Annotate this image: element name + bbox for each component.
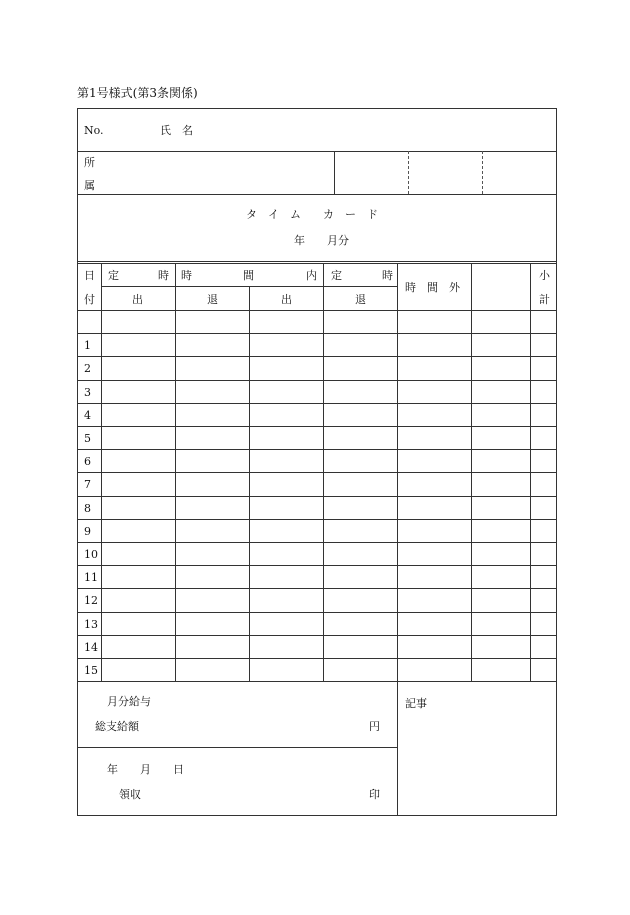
row-number: 14 [84,640,98,654]
header-divider [77,151,557,152]
row-number: 8 [84,501,91,515]
row-number: 7 [84,478,91,492]
col-subtotal-2: 計 [539,293,550,306]
timecard-title: タ イ ム カ ー ド [246,208,378,221]
grid-row-line [77,542,557,543]
col-teiji-a: 定 [108,269,119,282]
grid-header-bottom [77,310,557,311]
sub-out-2: 出 [281,293,292,306]
grid-row-line [77,403,557,404]
no-label: No. [84,124,104,137]
grid-row-line [77,496,557,497]
col-day-1: 日 [84,269,95,282]
row-number: 1 [84,339,91,353]
grid-row-line [77,565,557,566]
col-jikan-1: 時 [181,269,192,282]
grid-row-line [77,635,557,636]
row-number: 11 [84,571,98,585]
grid-col-line [249,286,250,681]
yen-label: 円 [369,720,380,733]
col-subtotal-1: 小 [539,269,550,282]
seal-label: 印 [369,788,380,801]
col-overtime: 時 間 外 [405,281,460,294]
monthly-pay-label: 月分給与 [107,695,151,708]
row-number: 5 [84,432,91,445]
row-number: 9 [84,524,91,538]
col-day-2: 付 [84,293,95,306]
row-number: 10 [84,548,98,561]
grid-header-split [101,286,397,287]
grid-row-line [77,333,557,334]
grid-row-line [77,472,557,473]
grid-row-line [77,380,557,381]
affiliation-label-1: 所 [84,156,95,169]
grid-row-line [77,658,557,659]
row-number: 6 [84,455,91,469]
grid-row-line [77,519,557,520]
footer-notes-divider [397,680,398,816]
receipt-label: 領収 [119,788,141,801]
grid-row-line [77,612,557,613]
grid-row-line [77,426,557,427]
notes-label: 記事 [405,697,427,710]
month-label: 年 月分 [294,234,349,247]
col-teiji-b: 時 [158,269,169,282]
col-teiji2-b: 時 [382,269,393,282]
col-teiji2-a: 定 [331,269,342,282]
affiliation-divider [334,151,335,194]
sub-leave-1: 退 [207,293,218,306]
row-number: 3 [84,385,91,399]
affiliation-label-2: 属 [84,179,95,192]
name-label: 氏 名 [160,124,193,137]
row-number: 12 [84,594,98,608]
row-number: 15 [84,664,98,677]
sub-leave-2: 退 [355,293,366,306]
total-pay-label: 総支給額 [95,720,139,733]
col-jikan-3: 内 [306,269,317,282]
date-label: 年 月 日 [107,763,184,776]
grid-row-line [77,449,557,450]
title-bottom [77,261,557,264]
affiliation-bottom [77,194,557,195]
row-number: 13 [84,617,98,631]
grid-row-line [77,588,557,589]
affiliation-dash-1 [408,151,409,194]
row-number: 2 [84,362,91,376]
col-jikan-2: 間 [243,269,254,282]
grid-row-line [77,681,557,682]
sub-out-1: 出 [132,293,143,306]
grid-row-line [77,356,557,357]
form-caption: 第1号様式(第3条関係) [77,86,198,100]
row-number: 4 [84,408,91,422]
footer-divider [77,747,398,748]
affiliation-dash-2 [482,151,483,194]
